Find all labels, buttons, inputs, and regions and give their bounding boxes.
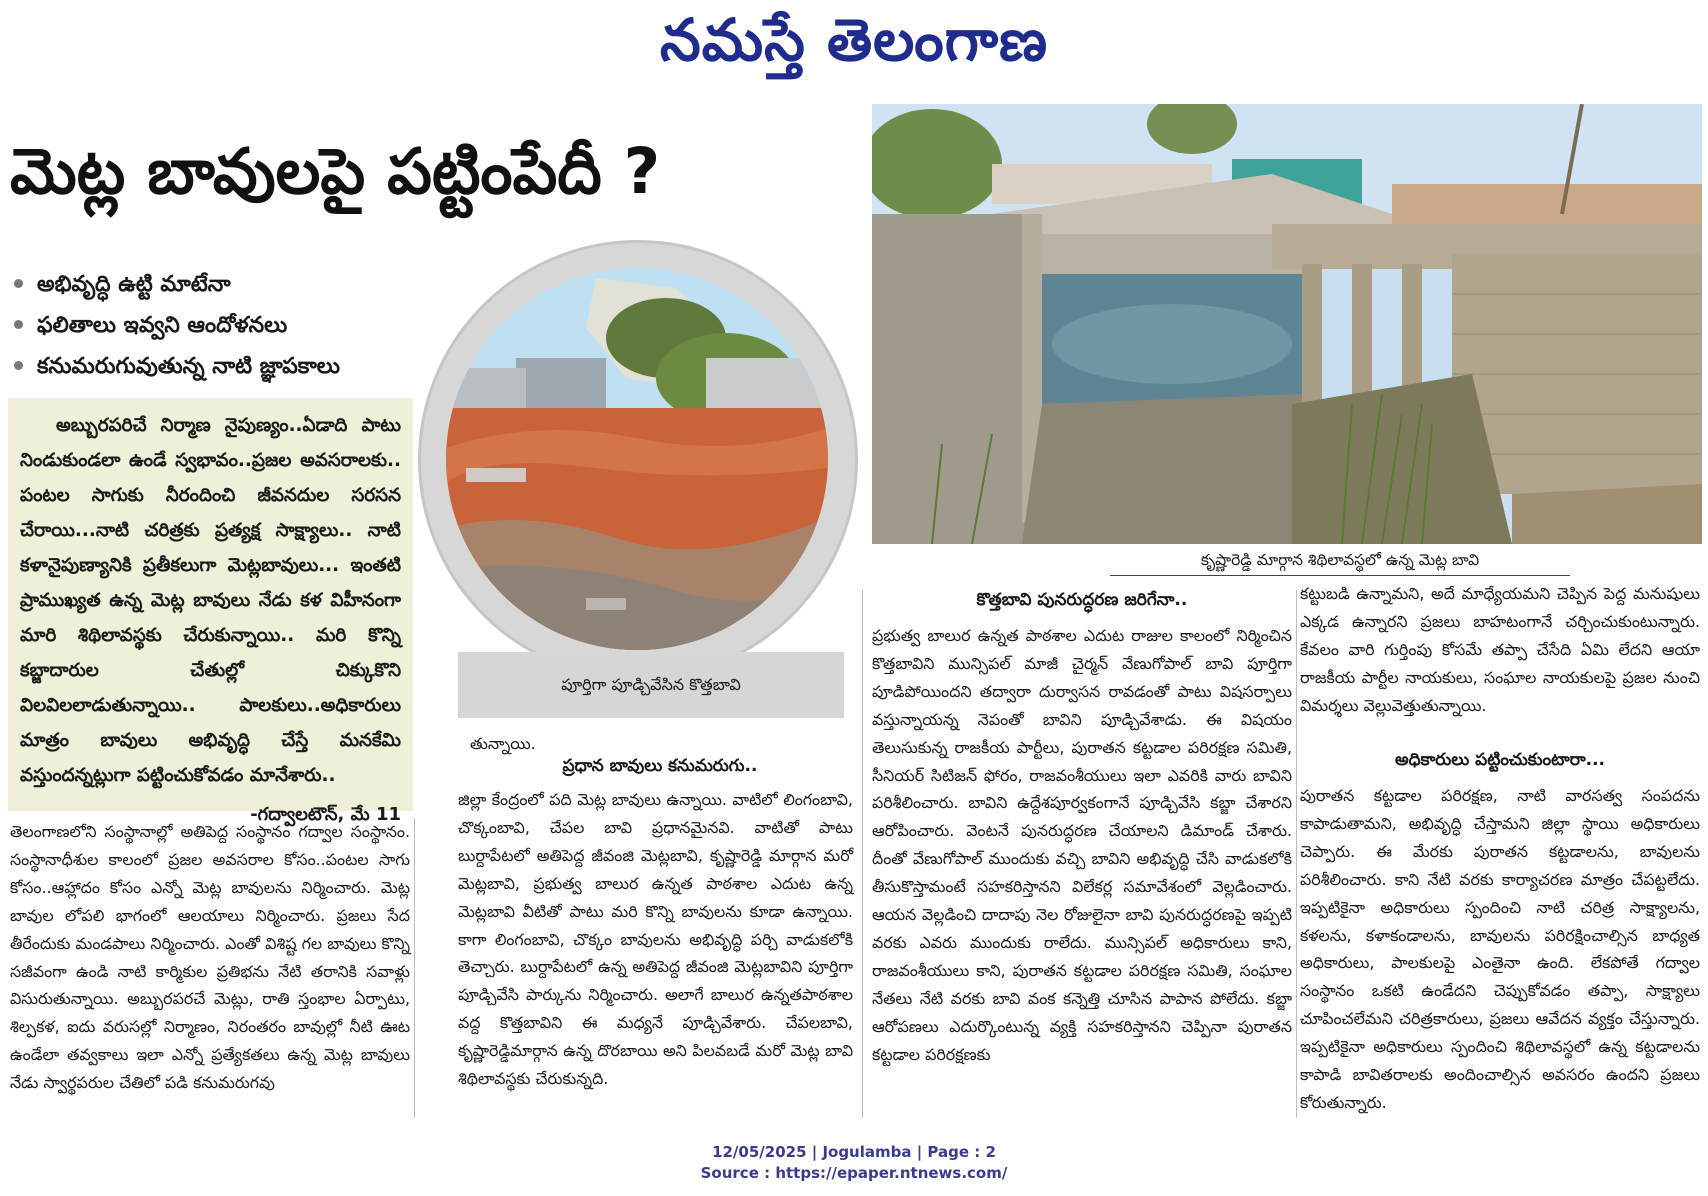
bullet-text: ఫలితాలు ఇవ్వని ఆందోళనలు bbox=[37, 313, 288, 338]
column-2-cont-text: తున్నాయి. bbox=[470, 734, 536, 753]
intro-box bbox=[8, 398, 413, 825]
bullet-dot-icon bbox=[14, 279, 23, 288]
column-divider bbox=[414, 818, 415, 1118]
section-heading-officials: అధికారులు పట్టించుకుంటారా... bbox=[1394, 750, 1606, 770]
bullet-item bbox=[8, 264, 428, 305]
footer-source: Source : https://epaper.ntnews.com/ bbox=[700, 1164, 1008, 1182]
bullet-text: అభివృద్ధి ఉట్టి మాటేనా bbox=[37, 272, 231, 297]
bullet-text: కనుమరుగువుతున్న నాటి జ్ఞాపకాలు bbox=[37, 354, 340, 379]
article-column-4-top bbox=[1300, 580, 1700, 720]
column-4a-text: కట్టుబడి ఉన్నామని, అదే మాధ్యేయమని చెప్పిన పెద్ద మనుషులు ఎక్కడ ఉన్నారని ప్రజలు బాహటంగానే చర్చించుకుంటున్నారు. కేవలం వారి గుర్తింపు కోసమే తప్పా చేసేది ఏమి లేదని ఆయా రాజకీయ పార్టీల నాయకులు, సంఘాల నాయకులపై ప్రజల నుంచి విమర్శలు వెల్లువెత్తుతున్నాయి. bbox=[1300, 584, 1700, 715]
column-3-text: ప్రభుత్వ బాలుర ఉన్నత పాఠశాల ఎదుట రాజుల కాలంలో నిర్మించిన కొత్తబావిని మున్సిపల్ మాజీ చైర్మన్ వేణుగోపాల్ బావి పూర్తిగా పూడిపోయిందని తద్వారా దుర్వాసన రావడంతో పాటు విషసర్పాలు వస్తున్నాయన్న నెపంతో బావిని పూడ్చివేశాడు. ఈ విషయం తెలుసుకున్న రాజకీయ పార్టీలు, పురాతన కట్టడాల పరిరక్షణ సమితి, సీనియర్ సిటిజన్ ఫోరం, రాజవంశీయులు ఇలా ఎవరికి వారు బావిని పరిశీలించారు. బావిని ఉద్దేశపూర్వకంగానే పూడ్చివేసి కబ్జా చేశారని ఆరోపించారు. వెంటనే పునరుద్ధరణ చేయాలని డిమాండ్ చేశారు. దీంతో వేణుగోపాల్ ముందుకు వచ్చి బావిని అభివృద్ధి చేసి వాడుకలోకి తీసుకొస్తామంటే సహకరిస్తానని విలేకర్ల సమావేశంలో వెల్లడించారు. ఆయన వెల్లడించి దాదాపు నెల రోజులైనా బావి పునరుద్ధరణపై ఇప్పటి వరకు ఎవరు ముందుకు రాలేదు. మున్సిపల్ అధికారులు కాని, రాజవంశీయులు కాని, పురాతన కట్టడాల పరిరక్షణ సమితి, సంఘాల నేతలు నేటి వరకు బావి వంక కన్నెత్తి చూసిన పాపాన పోలేదు. కబ్జా ఆరోపణలు ఎదుర్కొంటున్న వ్యక్తి సహకరిస్తానని చెప్పినా పురాతన కట్టడాల పరిరక్షణకు bbox=[872, 626, 1292, 1064]
section-heading-restoration: కొత్తబావి పునరుద్ధరణ జరిగేనా.. bbox=[976, 590, 1188, 610]
column-2-text: జిల్లా కేంద్రంలో పది మెట్ల బావులు ఉన్నాయి. వాటిలో లింగంబావి, చొక్కంబావి, చేపల బావి ప్రధానమైనవి. వాటితో పాటు బుర్దాపేటలో అతిపెద్ద జీవంజి మెట్లబావి, కృష్ణారెడ్డి మార్గాన మరో మెట్లబావి, ప్రభుత్వ బాలుర ఉన్నత పాఠశాల ఎదుట ఉన్న మెట్లబావి వీటితో పాటు మరి కొన్ని బావులను కూడా ఉన్నాయి. కాగా లింగంబావి, చొక్కం బావులను అభివృద్ధి పర్చి వాడుకలోకి తెచ్చారు. బుర్దాపేటలో ఉన్న అతిపెద్ద జీవంజి మెట్లబావిని పూర్తిగా పూడ్చివేసి పార్కును నిర్మించారు. అలాగే బాలుర ఉన్నతపాఠశాల వద్ద కొత్తబావిని ఈ మధ్యనే పూడ్చివేశారు. చేపలబావి, కృష్ణారెడ్డిమార్గాన ఉన్న దొరబాయి అని పిలవబడే మరో మెట్ల బావి శిథిలావస్థకు చేరుకున్నది. bbox=[458, 790, 853, 1089]
masthead-logo: నమస్తే తెలంగాణ bbox=[660, 6, 1048, 74]
section-heading-main-wells: ప్రధాన బావులు కనుమరుగు.. bbox=[562, 756, 758, 776]
bullet-dot-icon bbox=[14, 320, 23, 329]
bullet-dot-icon bbox=[14, 361, 23, 370]
article-column-1 bbox=[10, 818, 410, 1097]
photo-caption-right: కృష్ణారెడ్డి మార్గాన శిథిలావస్థలో ఉన్న మెట్ల బావి bbox=[1110, 545, 1570, 576]
column-divider bbox=[1296, 590, 1297, 1118]
bullet-item bbox=[8, 346, 428, 387]
bullet-item bbox=[8, 305, 428, 346]
article-column-4-bottom bbox=[1300, 782, 1700, 1117]
footer-edition-info: 12/05/2025 | Jogulamba | Page : 2 bbox=[712, 1143, 996, 1161]
article-column-2 bbox=[458, 786, 853, 1093]
column-divider bbox=[862, 590, 863, 1118]
column-1-text: తెలంగాణలోని సంస్థానాల్లో అతిపెద్ద సంస్థానం గద్వాల సంస్థానం. సంస్థానాధీశుల కాలంలో ప్రజల అవసరాల కోసం..పంటల సాగు కోసం..ఆహ్లాదం కోసం ఎన్నో మెట్ల బావులను నిర్మించారు. మెట్ల బావుల లోపలి భాగంలో ఆలయాలు నిర్మించారు. ప్రజలు సేద తీరేందుకు మండపాలు నిర్మించారు. ఎంతో విశిష్ట గల బావులు కొన్ని సజీవంగా ఉండి నాటి కార్మికుల ప్రతిభను నేటి తరానికి సవాళ్లు విసురుతున్నాయి. అబ్బురపరచే మెట్లు, రాతి స్తంభాల ఏర్పాటు, శిల్పకళ, ఐదు వరుసల్లో నిర్మాణం, నిరంతరం బావుల్లో నీటి ఊట ఉండేలా తవ్వకాలు ఇలా ఎన్నో ప్రత్యేకతలు ఉన్న మెట్ల బావులు నేడు స్వార్థపరుల చేతిలో పడి కనుమరుగవు bbox=[10, 822, 410, 1093]
dateline: -గద్వాలటౌన్, మే 11 bbox=[250, 804, 401, 825]
filled-well-photo bbox=[446, 268, 828, 650]
intro-text: అబ్బురపరిచే నిర్మాణ నైపుణ్యం..ఏడాది పాటు నిండుకుండలా ఉండే స్వభావం..ప్రజల అవసరాలకు.. పంటల సాగుకు నీరందించి జీవనదుల సరసన చేరాయి...నాటి చరిత్రకు ప్రత్యక్ష సాక్ష్యాలు.. నాటి కళానైపుణ్యానికి ప్రతీకలుగా మెట్లబావులు... ఇంతటి ప్రాముఖ్యత ఉన్న మెట్ల బావులు నేడు కళ విహీనంగా మారి శిథిలావస్థకు చేరుకున్నాయి.. మరి కొన్ని కబ్జాదారుల చేతుల్లో చిక్కుకొని విలవిలలాడుతున్నాయి.. పాలకులు..అధికారులు మాత్రం బావులు అభివృద్ధి చేస్తే మనకేమి వస్తుందన్నట్లుగా పట్టించుకోవడం మానేశారు.. bbox=[20, 415, 401, 786]
article-column-3 bbox=[872, 622, 1292, 1069]
headline: మెట్ల బావులపై పట్టింపేదీ ? bbox=[10, 135, 661, 208]
bullet-list bbox=[8, 264, 428, 387]
step-well-photo bbox=[872, 104, 1702, 544]
column-4b-text: పురాతన కట్టడాల పరిరక్షణ, నాటి వారసత్వ సంపదను కాపాడుతామని, అభివృద్ధి చేస్తామని జిల్లా స్థాయి అధికారులు చెప్పారు. ఈ మేరకు పురాతన కట్టడాలను, బావులను పరిశీలించారు. కాని నేటి వరకు కార్యాచరణ మాత్రం చేపట్టలేదు. ఇప్పటికైనా అధికారులు స్పందించి నాటి చరిత్ర సాక్ష్యాలను, కళలను, కళాకండాలను, బావులను పరిరక్షించాల్సిన బాధ్యత అధికారులు, పాలకులపై ఎంతైనా ఉంది. లేకపోతే గద్వాల సంస్థానం ఒకటి ఉండేదని చెప్పుకోవడం తప్పా, సాక్ష్యాలు చూపించలేమని చరిత్రకారులు, ప్రజలు ఆవేదన వ్యక్తం చేస్తున్నారు. ఇప్పటికైనా అధికారులు స్పందించి శిథిలావస్థలో ఉన్న కట్టడాలను కాపాడి బావితరాలకు అందించాల్సిన అవసరం ఉందని ప్రజలు కోరుతున్నారు. bbox=[1300, 786, 1700, 1112]
photo-caption-left: పూర్తిగా పూడ్చివేసిన కొత్తబావి bbox=[458, 652, 844, 718]
column-2-continuation bbox=[470, 730, 850, 758]
